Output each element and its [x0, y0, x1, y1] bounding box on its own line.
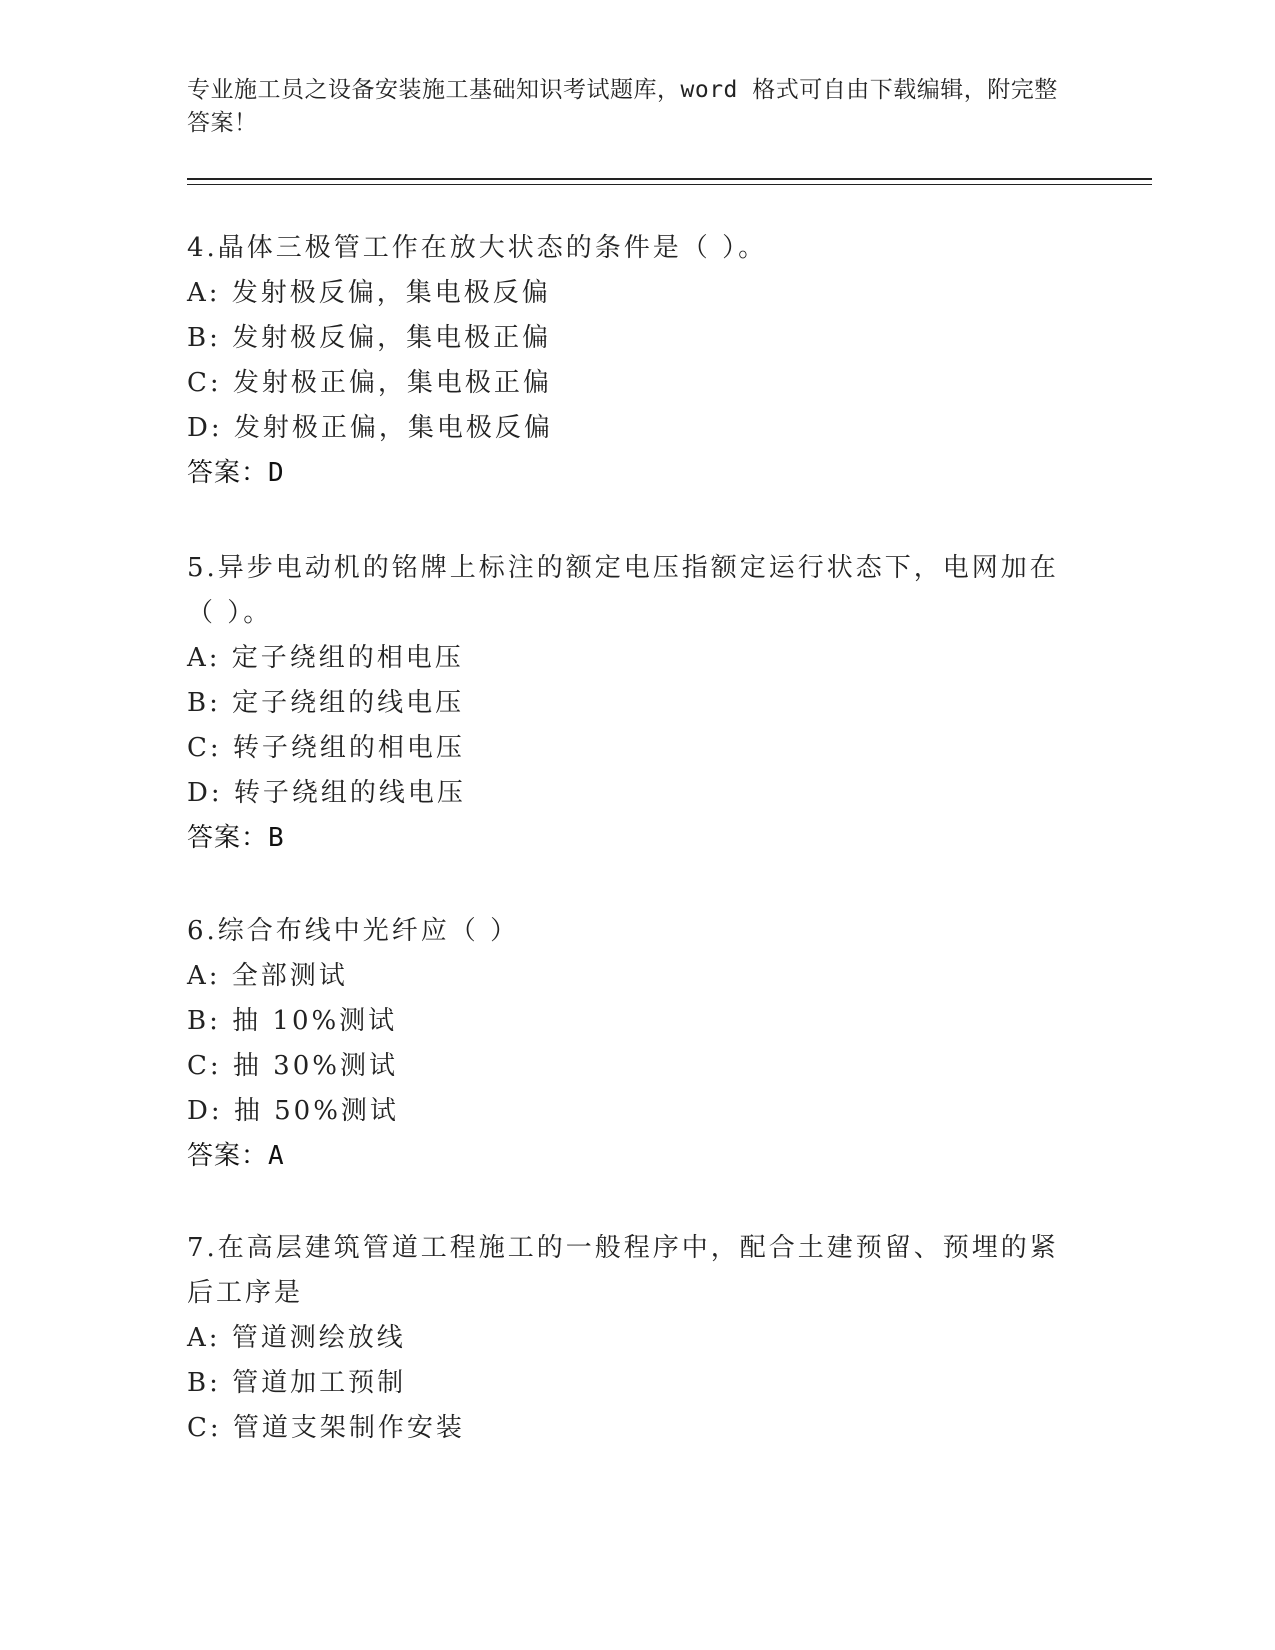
question-stem: 5.异步电动机的铭牌上标注的额定电压指额定运行状态下，电网加在（ ）。	[187, 553, 1059, 628]
option-c: C: 抽 30%测试	[187, 1051, 398, 1081]
option-b: B: 抽 10%测试	[187, 1006, 398, 1036]
question-stem: 6.综合布线中光纤应（ ）	[187, 916, 520, 946]
option-d: D: 抽 50%测试	[187, 1096, 399, 1126]
option-b: B: 管道加工预制	[187, 1368, 407, 1398]
option-c: C: 发射极正偏，集电极正偏	[187, 368, 552, 398]
option-a: A: 全部测试	[187, 961, 348, 991]
question-5	[187, 546, 1067, 861]
option-a: A: 管道测绘放线	[187, 1323, 406, 1353]
option-b: B: 定子绕组的线电压	[187, 688, 465, 718]
answer-line: 答案：B	[187, 823, 285, 853]
option-d: D: 发射极正偏，集电极反偏	[187, 413, 553, 443]
document-header: 专业施工员之设备安装施工基础知识考试题库，word 格式可自由下载编辑，附完整答案！	[187, 77, 1058, 136]
question-stem: 7.在高层建筑管道工程施工的一般程序中，配合土建预留、预埋的紧后工序是	[187, 1233, 1059, 1308]
option-a: A: 定子绕组的相电压	[187, 643, 464, 673]
option-c: C: 转子绕组的相电压	[187, 733, 465, 763]
question-stem: 4.晶体三极管工作在放大状态的条件是（ ）。	[187, 233, 768, 263]
option-b: B: 发射极反偏，集电极正偏	[187, 323, 552, 353]
question-4	[187, 226, 1067, 496]
header-divider-thin	[187, 184, 1152, 185]
option-c: C: 管道支架制作安装	[187, 1413, 465, 1443]
option-a: A: 发射极反偏，集电极反偏	[187, 278, 551, 308]
answer-line: 答案：A	[187, 1141, 285, 1171]
option-d: D: 转子绕组的线电压	[187, 778, 466, 808]
question-7	[187, 1226, 1067, 1451]
question-6	[187, 909, 1067, 1179]
header-divider-thick	[187, 178, 1152, 180]
answer-line: 答案：D	[187, 458, 285, 488]
